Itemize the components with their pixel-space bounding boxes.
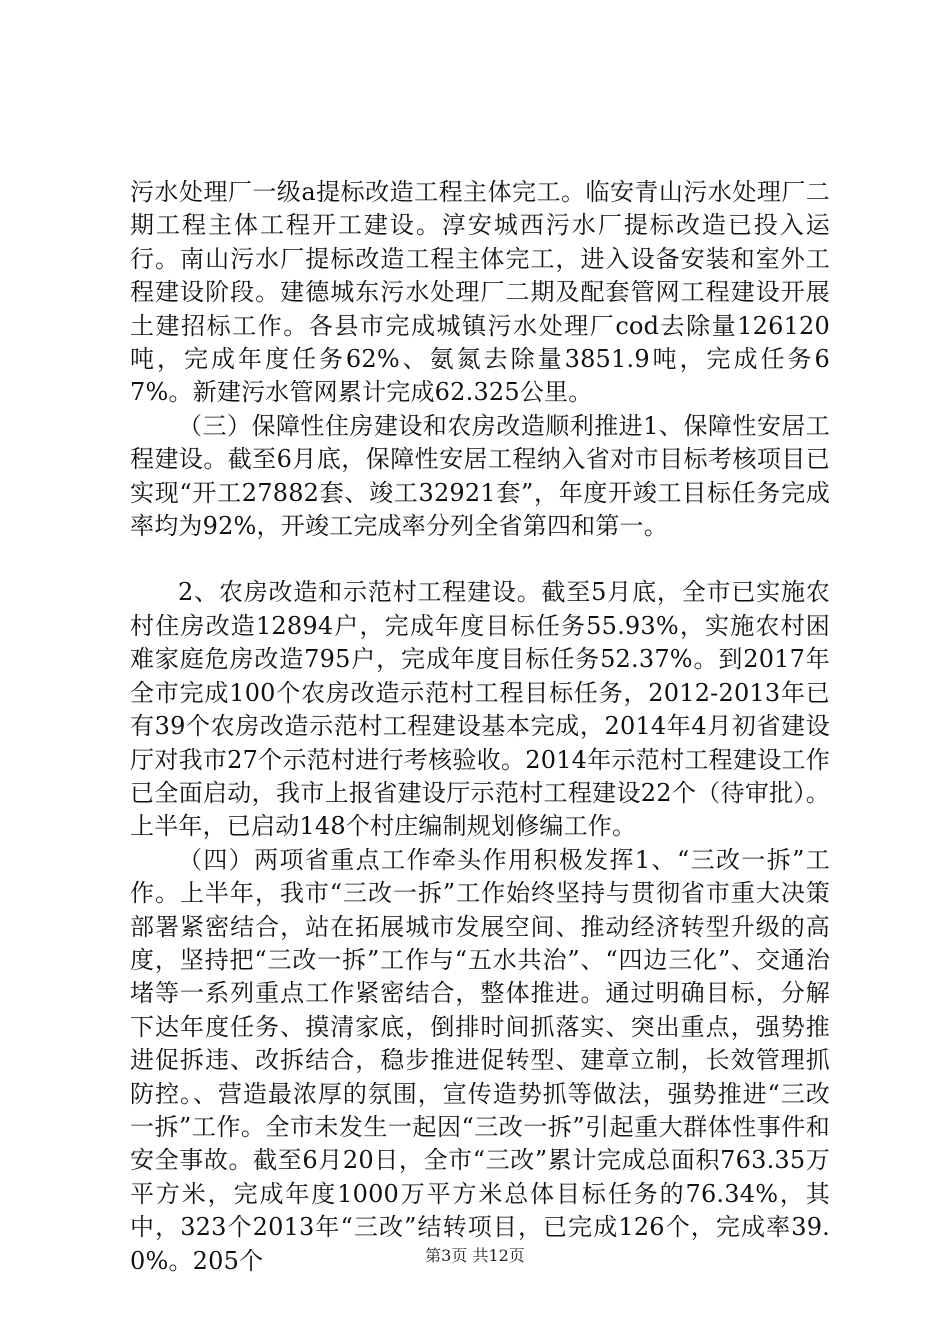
- page-number-footer: 第3页 共12页: [425, 1246, 525, 1265]
- document-body: [130, 176, 830, 1278]
- paragraph-affordable-housing: （三）保障性住房建设和农房改造顺利推进1、保障性安居工程建设。截至6月底，保障性安居工程纳入省对市目标考核项目已实现“开工27882套、竣工32921套”，年度开竣工目标任务完成率均为92%，开竣工完成率分列全省第四和第一。: [130, 411, 830, 541]
- paragraph-three-reforms: （四）两项省重点工作牵头作用积极发挥1、“三改一拆”工作。上半年，我市“三改一拆”工作始终坚持与贯彻省市重大决策部署紧密结合，站在拓展城市发展空间、推动经济转型升级的高度，坚持把“三改一拆”工作与“五水共治”、“四边三化”、交通治堵等一系列重点工作紧密结合，整体推进。通过明确目标，分解下达年度任务、摸清家底，倒排时间抓落实、突出重点，强势推进促拆违、改拆结合，稳步推进促转型、建章立制，长效管理抓防控。、营造最浓厚的氛围，宣传造势抓等做法，强势推进“三改一拆”工作。全市未发生一起因“三改一拆”引起重大群体性事件和安全事故。截至6月20日，全市“三改”累计完成总面积763.35万平方米，完成年度1000万平方米总体目标任务的76.34%，其中，323个2013年“三改”结转项目，已完成126个，完成率39.0%。205个: [130, 845, 830, 1275]
- paragraph-rural-housing: 2、农房改造和示范村工程建设。截至5月底，全市已实施农村住房改造12894户，完成年度目标任务55.93%，实施农村困难家庭危房改造795户，完成年度目标任务52.37%。到2017年全市完成100个农房改造示范村工程目标任务，2012-2013年已有39个农房改造示范村工程建设基本完成，2014年4月初省建设厅对我市27个示范村进行考核验收。2014年示范村工程建设工作已全面启动，我市上报省建设厅示范村工程建设22个（待审批）。上半年，已启动148个村庄编制规划修编工作。: [130, 578, 830, 841]
- paragraph-sewage-treatment: 污水处理厂一级a提标改造工程主体完工。临安青山污水处理厂二期工程主体工程开工建设。淳安城西污水厂提标改造已投入运行。南山污水厂提标改造工程主体完工，进入设备安装和室外工程建设阶段。建德城东污水处理厂二期及配套管网工程建设开展土建招标工作。各县市完成城镇污水处理厂cod去除量126120吨，完成年度任务62%、氨氮去除量3851.9吨，完成任务67%。新建污水管网累计完成62.325公里。: [130, 178, 830, 407]
- paragraph-spacer: [130, 543, 830, 576]
